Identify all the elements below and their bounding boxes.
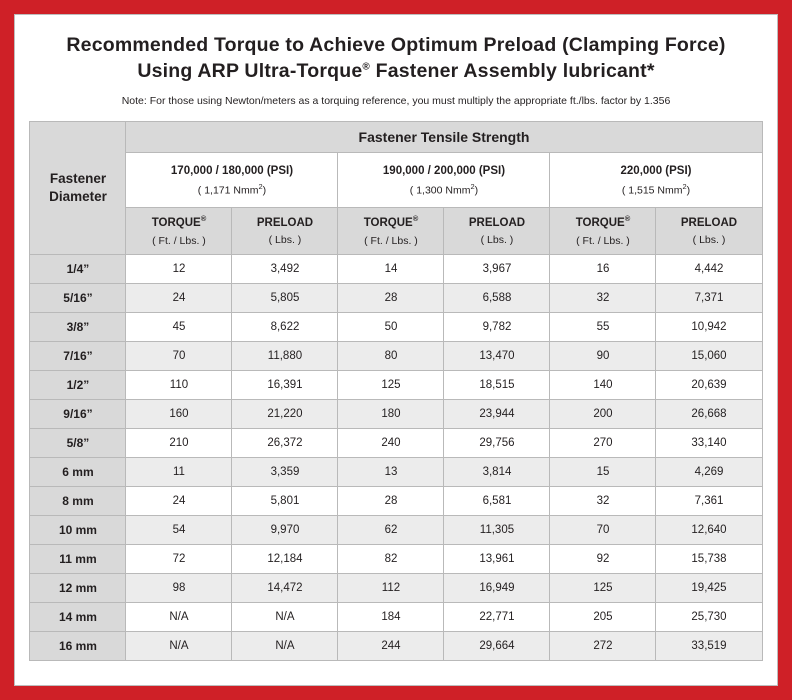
preload-cell: 11,880 (232, 342, 338, 371)
fastener-diameter-cell: 14 mm (30, 603, 126, 632)
strength-nmm-3-end: ) (686, 184, 691, 197)
torque-sup-1: ® (200, 214, 207, 224)
torque-cell: 125 (338, 371, 444, 400)
preload-cell: 4,442 (656, 255, 762, 284)
strength-group-1 (126, 153, 338, 208)
preload-cell: 20,639 (656, 371, 762, 400)
diameter-header-line-1: Fastener (49, 171, 107, 187)
torque-cell: 14 (338, 255, 444, 284)
preload-cell: 15,738 (656, 545, 762, 574)
torque-cell: 112 (338, 574, 444, 603)
preload-cell: 5,801 (232, 487, 338, 516)
torque-cell: 244 (338, 632, 444, 661)
torque-cell: 240 (338, 429, 444, 458)
preload-cell: 6,581 (444, 487, 550, 516)
table-row (30, 545, 762, 574)
table-row (30, 342, 762, 371)
preload-cell: 33,519 (656, 632, 762, 661)
table-head (30, 122, 762, 255)
document-header (15, 15, 777, 115)
diameter-header-line-2: Diameter (49, 189, 107, 205)
strength-nmm-3-sup: 2 (682, 181, 687, 191)
preload-unit-1: ( Lbs. ) (268, 234, 302, 247)
preload-cell: 26,372 (232, 429, 338, 458)
preload-cell: 9,782 (444, 313, 550, 342)
preload-cell: 15,060 (656, 342, 762, 371)
torque-cell: 160 (126, 400, 232, 429)
torque-cell: 270 (550, 429, 656, 458)
fastener-diameter-header (30, 122, 126, 255)
title-line-2-pre: Using ARP Ultra-Torque (137, 59, 363, 82)
torque-cell: 11 (126, 458, 232, 487)
torque-cell: 28 (338, 487, 444, 516)
fastener-diameter-cell: 1/2” (30, 371, 126, 400)
preload-cell: 3,814 (444, 458, 550, 487)
fastener-diameter-cell: 5/16” (30, 284, 126, 313)
strength-nmm-3 (550, 181, 761, 199)
torque-cell: 205 (550, 603, 656, 632)
strength-header-row (30, 153, 762, 208)
fastener-diameter-cell: 6 mm (30, 458, 126, 487)
strength-nmm-2-end: ) (474, 184, 479, 197)
preload-cell: 10,942 (656, 313, 762, 342)
torque-subheader-1 (126, 208, 232, 255)
fastener-diameter-cell: 10 mm (30, 516, 126, 545)
strength-nmm-2-value: ( 1,300 Nmm (409, 184, 471, 197)
preload-cell: 16,949 (444, 574, 550, 603)
strength-nmm-1 (126, 181, 337, 199)
strength-group-3 (550, 153, 762, 208)
preload-cell: 8,622 (232, 313, 338, 342)
table-row (30, 284, 762, 313)
preload-unit-3: ( Lbs. ) (692, 234, 726, 247)
conversion-note: Note: For those using Newton/meters as a torquing reference, you must multiply the appropriate ft./lbs. factor by 1.356 (121, 95, 671, 108)
torque-cell: 184 (338, 603, 444, 632)
table-body (30, 255, 762, 661)
table-row (30, 603, 762, 632)
torque-cell: 62 (338, 516, 444, 545)
torque-cell: 70 (550, 516, 656, 545)
torque-sup-2: ® (412, 214, 419, 224)
preload-cell: 3,492 (232, 255, 338, 284)
torque-label-1: TORQUE (151, 217, 201, 230)
preload-label-1: PRELOAD (256, 216, 314, 229)
torque-subheader-2 (338, 208, 444, 255)
fastener-diameter-cell: 1/4” (30, 255, 126, 284)
preload-subheader-1 (232, 208, 338, 255)
table-row (30, 516, 762, 545)
band-header-row (30, 122, 762, 153)
strength-nmm-1-sup: 2 (258, 181, 263, 191)
table-row (30, 255, 762, 284)
fastener-diameter-cell: 11 mm (30, 545, 126, 574)
preload-subheader-2 (444, 208, 550, 255)
torque-cell: 24 (126, 487, 232, 516)
page-title-line-1: Recommended Torque to Achieve Optimum Preload (Clamping Force) (66, 34, 726, 56)
preload-cell: 5,805 (232, 284, 338, 313)
strength-psi-3: 220,000 (PSI) (620, 165, 692, 178)
table-row (30, 632, 762, 661)
preload-cell: N/A (232, 603, 338, 632)
preload-cell: 13,470 (444, 342, 550, 371)
preload-cell: 11,305 (444, 516, 550, 545)
fastener-diameter-cell: 16 mm (30, 632, 126, 661)
subheader-row (30, 208, 762, 255)
torque-cell: 28 (338, 284, 444, 313)
preload-cell: 9,970 (232, 516, 338, 545)
preload-cell: 4,269 (656, 458, 762, 487)
torque-unit-3: ( Ft. / Lbs. ) (576, 234, 630, 247)
torque-cell: 110 (126, 371, 232, 400)
preload-label-3: PRELOAD (680, 216, 738, 229)
preload-cell: 12,640 (656, 516, 762, 545)
torque-cell: 32 (550, 284, 656, 313)
preload-cell: 26,668 (656, 400, 762, 429)
page-title-line-2 (31, 59, 761, 85)
preload-cell: 3,359 (232, 458, 338, 487)
torque-cell: 54 (126, 516, 232, 545)
table-row (30, 400, 762, 429)
table-row (30, 313, 762, 342)
torque-label-3: TORQUE (575, 217, 625, 230)
torque-cell: 16 (550, 255, 656, 284)
tensile-strength-band-header: Fastener Tensile Strength (126, 122, 762, 153)
torque-cell: 24 (126, 284, 232, 313)
torque-subheader-3 (550, 208, 656, 255)
torque-cell: 72 (126, 545, 232, 574)
preload-subheader-3 (656, 208, 762, 255)
preload-cell: 22,771 (444, 603, 550, 632)
preload-cell: 33,140 (656, 429, 762, 458)
torque-cell: 82 (338, 545, 444, 574)
preload-cell: 3,967 (444, 255, 550, 284)
table-row (30, 574, 762, 603)
table-row (30, 487, 762, 516)
torque-cell: 210 (126, 429, 232, 458)
fastener-diameter-cell: 5/8” (30, 429, 126, 458)
preload-cell: N/A (232, 632, 338, 661)
table-row (30, 458, 762, 487)
torque-cell: 15 (550, 458, 656, 487)
torque-cell: N/A (126, 632, 232, 661)
fastener-diameter-cell: 7/16” (30, 342, 126, 371)
torque-sup-3: ® (624, 214, 631, 224)
fastener-diameter-cell: 3/8” (30, 313, 126, 342)
torque-cell: 272 (550, 632, 656, 661)
torque-cell: 50 (338, 313, 444, 342)
torque-cell: 90 (550, 342, 656, 371)
document-page (14, 14, 778, 686)
registered-mark: ® (362, 61, 370, 73)
strength-nmm-2 (338, 181, 549, 199)
title-line-2-post: Fastener Assembly lubricant* (369, 59, 655, 82)
torque-cell: 125 (550, 574, 656, 603)
torque-cell: 70 (126, 342, 232, 371)
torque-cell: 12 (126, 255, 232, 284)
preload-cell: 7,361 (656, 487, 762, 516)
torque-unit-2: ( Ft. / Lbs. ) (364, 234, 418, 247)
table-row (30, 429, 762, 458)
torque-cell: 180 (338, 400, 444, 429)
torque-cell: 13 (338, 458, 444, 487)
preload-cell: 6,588 (444, 284, 550, 313)
preload-cell: 29,664 (444, 632, 550, 661)
torque-label-2: TORQUE (363, 217, 413, 230)
preload-cell: 13,961 (444, 545, 550, 574)
preload-cell: 19,425 (656, 574, 762, 603)
preload-cell: 12,184 (232, 545, 338, 574)
torque-table (29, 121, 762, 661)
strength-group-2 (338, 153, 550, 208)
torque-cell: 32 (550, 487, 656, 516)
torque-cell: 98 (126, 574, 232, 603)
preload-cell: 25,730 (656, 603, 762, 632)
torque-cell: 92 (550, 545, 656, 574)
preload-cell: 21,220 (232, 400, 338, 429)
torque-cell: 80 (338, 342, 444, 371)
strength-nmm-1-value: ( 1,171 Nmm (197, 184, 259, 197)
torque-cell: 45 (126, 313, 232, 342)
torque-cell: 140 (550, 371, 656, 400)
preload-cell: 16,391 (232, 371, 338, 400)
strength-nmm-2-sup: 2 (470, 181, 475, 191)
strength-nmm-1-end: ) (262, 184, 267, 197)
preload-cell: 14,472 (232, 574, 338, 603)
strength-nmm-3-value: ( 1,515 Nmm (621, 184, 683, 197)
fastener-diameter-cell: 9/16” (30, 400, 126, 429)
fastener-diameter-cell: 8 mm (30, 487, 126, 516)
strength-psi-1: 170,000 / 180,000 (PSI) (170, 165, 294, 178)
preload-cell: 18,515 (444, 371, 550, 400)
preload-cell: 23,944 (444, 400, 550, 429)
preload-unit-2: ( Lbs. ) (480, 234, 514, 247)
torque-cell: N/A (126, 603, 232, 632)
preload-label-2: PRELOAD (468, 216, 526, 229)
torque-cell: 55 (550, 313, 656, 342)
fastener-diameter-cell: 12 mm (30, 574, 126, 603)
preload-cell: 7,371 (656, 284, 762, 313)
preload-cell: 29,756 (444, 429, 550, 458)
table-row (30, 371, 762, 400)
strength-psi-2: 190,000 / 200,000 (PSI) (382, 165, 506, 178)
torque-cell: 200 (550, 400, 656, 429)
torque-unit-1: ( Ft. / Lbs. ) (152, 234, 206, 247)
